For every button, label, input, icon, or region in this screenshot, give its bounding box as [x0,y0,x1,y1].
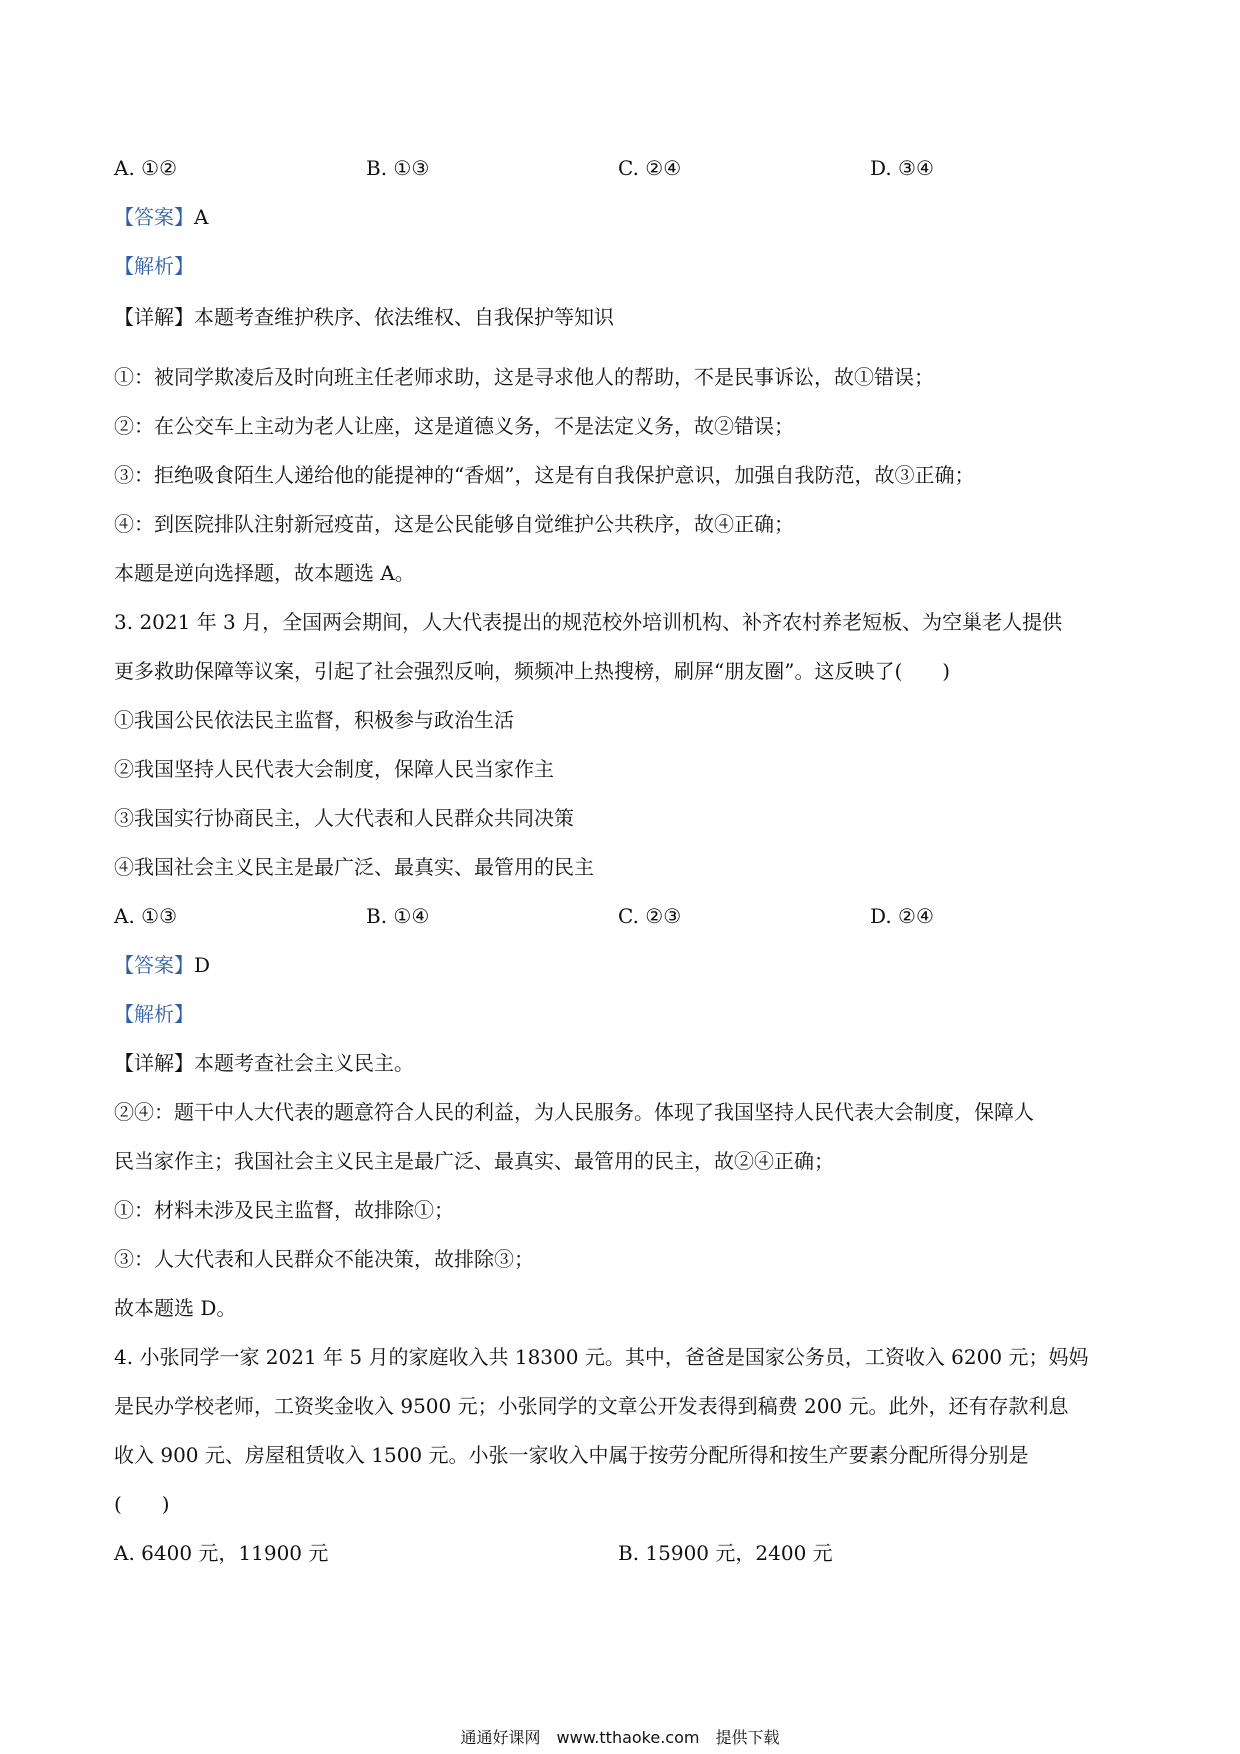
q3-detail-label: 【详解】 [114,1051,194,1075]
q2-line-5: 本题是逆向选择题，故本题选 A。 [114,561,415,585]
q3-line-4: ③：人大代表和人民群众不能决策，故排除③； [114,1247,534,1271]
q4-stem-4: ( ) [114,1492,170,1516]
q2-answer-label: 【答案】 [114,205,194,229]
q3-stem-1: 3. 2021 年 3 月，全国两会期间，人大代表提出的规范校外培训机构、补齐农村养老短板、为空巢老人提供 [114,610,1063,634]
q3-option-d: D. ②④ [870,904,934,928]
q2-line-2: ②：在公交车上主动为老人让座，这是道德义务，不是法定义务，故②错误； [114,414,794,438]
q2-line-1: ①：被同学欺凌后及时向班主任老师求助，这是寻求他人的帮助，不是民事诉讼，故①错误； [114,365,934,389]
q4-stem-2: 是民办学校老师，工资奖金收入 9500 元；小张同学的文章公开发表得到稿费 200 元。此外，还有存款利息 [114,1394,1069,1418]
q2-answer-value: A [194,205,209,229]
q2-line-3: ③：拒绝吸食陌生人递给他的能提神的“香烟”，这是有自我保护意识，加强自我防范，故③正确； [114,463,975,487]
q3-line-2: 民当家作主；我国社会主义民主是最广泛、最真实、最管用的民主，故②④正确； [114,1149,834,1173]
q2-detail-label: 【详解】 [114,305,194,329]
q2-analysis-label: 【解析】 [114,254,194,278]
q2-detail [114,303,614,331]
q3-option-c: C. ②③ [618,904,682,928]
page-footer: 通通好课网 www.tthaoke.com 提供下载 [460,1728,780,1747]
q2-answer [114,203,208,231]
q3-option-b: B. ①④ [366,904,430,928]
q3-stem-2: 更多救助保障等议案，引起了社会强烈反响，频频冲上热搜榜，刷屏“朋友圈”。这反映了( ) [114,659,951,683]
q2-detail-text: 本题考查维护秩序、依法维权、自我保护等知识 [194,305,614,329]
q3-line-3: ①：材料未涉及民主监督，故排除①； [114,1198,454,1222]
q3-answer-value: D [194,953,211,977]
q2-line-4: ④：到医院排队注射新冠疫苗，这是公民能够自觉维护公共秩序，故④正确； [114,512,794,536]
q2-option-c: C. ②④ [618,156,682,180]
q3-statement-1: ①我国公民依法民主监督，积极参与政治生活 [114,708,514,732]
q4-option-a: A. 6400 元，11900 元 [114,1541,329,1565]
q3-analysis-label: 【解析】 [114,1002,194,1026]
q3-statement-4: ④我国社会主义民主是最广泛、最真实、最管用的民主 [114,855,594,879]
q4-stem-1: 4. 小张同学一家 2021 年 5 月的家庭收入共 18300 元。其中，爸爸是国家公务员，工资收入 6200 元；妈妈 [114,1345,1089,1369]
q4-stem-3: 收入 900 元、房屋租赁收入 1500 元。小张一家收入中属于按劳分配所得和按生产要素分配所得分别是 [114,1443,1029,1467]
q3-statement-3: ③我国实行协商民主，人大代表和人民群众共同决策 [114,806,574,830]
q3-option-a: A. ①③ [114,904,178,928]
q2-option-a: A. ①② [114,156,178,180]
q3-statement-2: ②我国坚持人民代表大会制度，保障人民当家作主 [114,757,554,781]
q3-line-5: 故本题选 D。 [114,1296,237,1320]
q3-answer-label: 【答案】 [114,953,194,977]
q3-answer [114,951,210,979]
q3-detail [114,1049,414,1077]
q2-option-d: D. ③④ [870,156,934,180]
q4-option-b: B. 15900 元，2400 元 [618,1541,833,1565]
q2-option-b: B. ①③ [366,156,430,180]
q3-line-1: ②④：题干中人大代表的题意符合人民的利益，为人民服务。体现了我国坚持人民代表大会制度，保障人 [114,1100,1034,1124]
q3-detail-text: 本题考查社会主义民主。 [194,1051,414,1075]
